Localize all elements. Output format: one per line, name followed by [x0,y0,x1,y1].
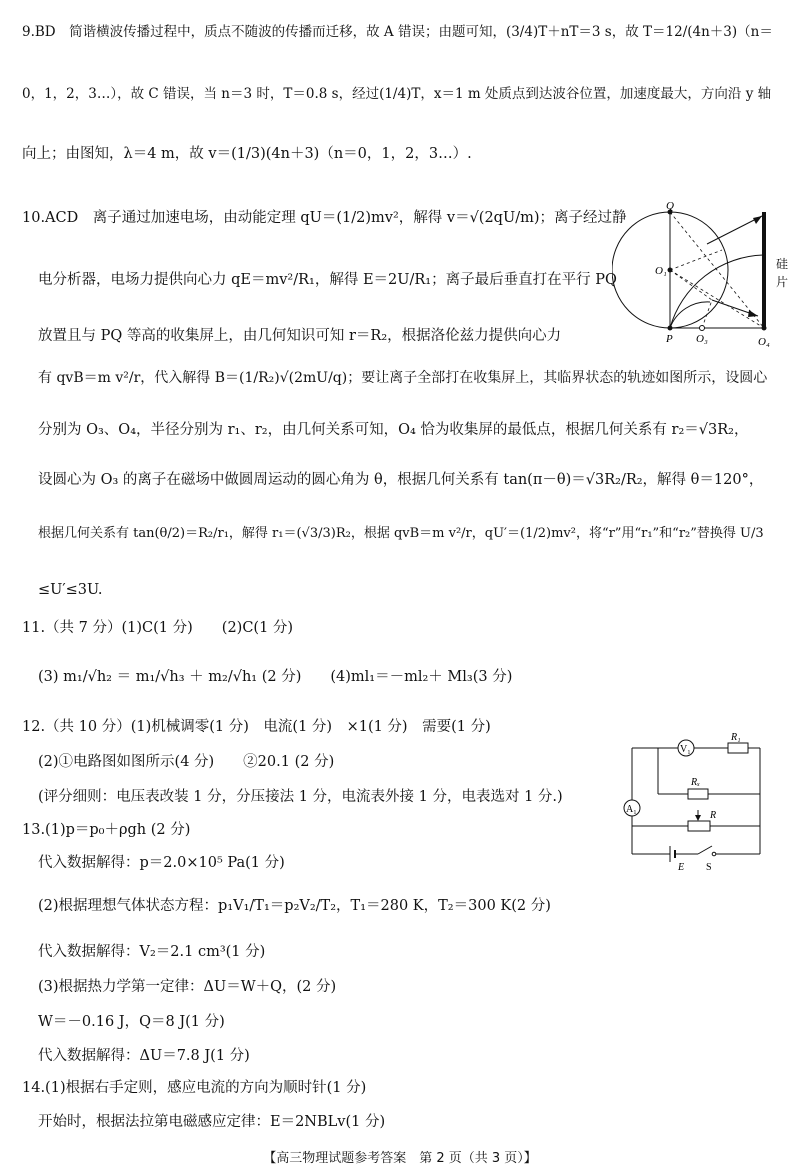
text-line: 9.BD 简谐横波传播过程中，质点不随波的传播而迁移，故 A 错误；由题可知，(3/4)T＋nT＝3 s，故 T＝12/(4n＋3)（n＝ [22,24,773,40]
text-line: 代入数据解得：ΔU＝7.8 J(1 分) [38,1048,250,1064]
point-o3 [700,326,705,331]
point-o4 [762,326,767,331]
text-line: 有 qvB＝m v²/r，代入解得 B＝(1/R₂)√(2mU/q)；要让离子全部打在收集屏上，其临界状态的轨迹如图所示，设圆心 [38,370,768,386]
text-line: 开始时，根据法拉第电磁感应定律：E＝2NBLv(1 分) [38,1114,386,1130]
text-line: 设圆心为 O₃ 的离子在磁场中做圆周运动的圆心角为 θ，根据几何关系有 tan(π－θ)＝√3R₂/R₂，解得 θ＝120°， [38,472,764,488]
text-line: 分别为 O₃、O₄，半径分别为 r₁、r₂，由几何关系可知，O₄ 恰为收集屏的最低点，根据几何关系有 r₂＝√3R₂， [38,422,749,438]
text-line: 向上；由图知，λ＝4 m，故 v＝(1/3)(4n＋3)（n＝0，1，2，3…）. [22,146,472,162]
text-line: (2)①电路图如图所示(4 分) ②20.1 (2 分) [38,754,335,770]
label-o4: O₄ [758,336,770,348]
resistor-rx [688,789,708,799]
label-q: Q [666,200,674,212]
text-line: (2)根据理想气体状态方程：p₁V₁/T₁＝p₂V₂/T₂，T₁＝280 K，T₂＝300 K(2 分) [38,898,551,914]
text-line: 根据几何关系有 tan(θ/2)＝R₂/r₁，解得 r₁＝(√3/3)R₂，根据 qvB＝m v²/r，qU′＝(1/2)mv²，将“r”用“r₁”和“r₂”替换得 U/3 [38,526,764,541]
label-a1: A₁ [626,804,637,815]
label-r1: R₁ [731,732,741,743]
arrow-head-top [753,216,762,224]
label-rx: Rₓ [691,777,700,788]
text-line: 13.(1)p＝p₀＋ρgh (2 分) [22,822,191,838]
text-line: 14.(1)根据右手定则，感应电流的方向为顺时针(1 分) [22,1080,367,1096]
label-screen-2: 片 [776,275,789,289]
text-line: 0，1，2，3…），故 C 错误，当 n＝3 时，T＝0.8 s，经过(1/4)T，x＝1 m 处质点到达波谷位置，加速度最大，方向沿 y 轴 [22,86,772,102]
label-screen: 硅 [776,257,789,271]
text-line: ≤U′≤3U. [38,582,103,598]
text-line: (3) m₁/√h₂ ＝ m₁/√h₃ ＋ m₂/√h₁ (2 分) (4)ml₁＝－ml₂＋ Ml₃(3 分) [38,669,513,685]
dashed-1 [670,212,764,328]
label-p: P [666,333,673,345]
point-p [668,326,673,331]
text-line: 12.（共 10 分）(1)机械调零(1 分) 电流(1 分) ×1(1 分) 需要(1 分) [22,719,491,735]
resistor-r1 [728,743,748,753]
text-line: 放置且与 PQ 等高的收集屏上，由几何知识可知 r＝R₂，根据洛伦兹力提供向心力 [38,328,562,344]
dashed-4 [702,300,712,328]
dashed-5 [670,250,722,270]
label-o1: O₁ [655,265,667,277]
label-e: E [678,862,685,872]
text-line: 11.（共 7 分）(1)C(1 分) (2)C(1 分) [22,620,294,636]
text-line: (3)根据热力学第一定律：ΔU＝W＋Q，(2 分) [38,979,337,995]
text-line: 代入数据解得：V₂＝2.1 cm³(1 分) [38,944,266,960]
text-line: W＝－0.16 J，Q＝8 J(1 分) [38,1014,225,1030]
dashed-2 [670,270,764,328]
page-footer: 【高三物理试题参考答案 第 2 页（共 3 页）】 [263,1151,537,1166]
text-line: (评分细则：电压表改装 1 分，分压接法 1 分，电流表外接 1 分，电表选对 1 分.) [38,789,563,805]
rheostat-r [688,821,710,831]
text-line: 10.ACD 离子通过加速电场，由动能定理 qU＝(1/2)mv²，解得 v＝√(2qU/m)；离子经过静 [22,210,627,226]
label-r: R [710,810,717,821]
text-line: 代入数据解得：p＝2.0×10⁵ Pa(1 分) [38,855,285,871]
label-o3: O₃ [696,333,708,345]
point-o1 [668,268,673,273]
ion-trajectory-figure [612,200,800,350]
arrow-to-top [707,216,762,244]
text-line: 电分析器，电场力提供向心力 qE＝mv²/R₁，解得 E＝2U/R₁；离子最后垂直打在平行 PQ [38,272,617,288]
label-v1: V₁ [680,744,691,755]
dashed-3 [670,270,712,300]
label-s: S [706,862,712,872]
arrow-head-bottom [748,310,758,317]
trajectory-large [670,255,764,328]
circuit-figure [618,726,768,872]
switch-s [698,846,712,854]
